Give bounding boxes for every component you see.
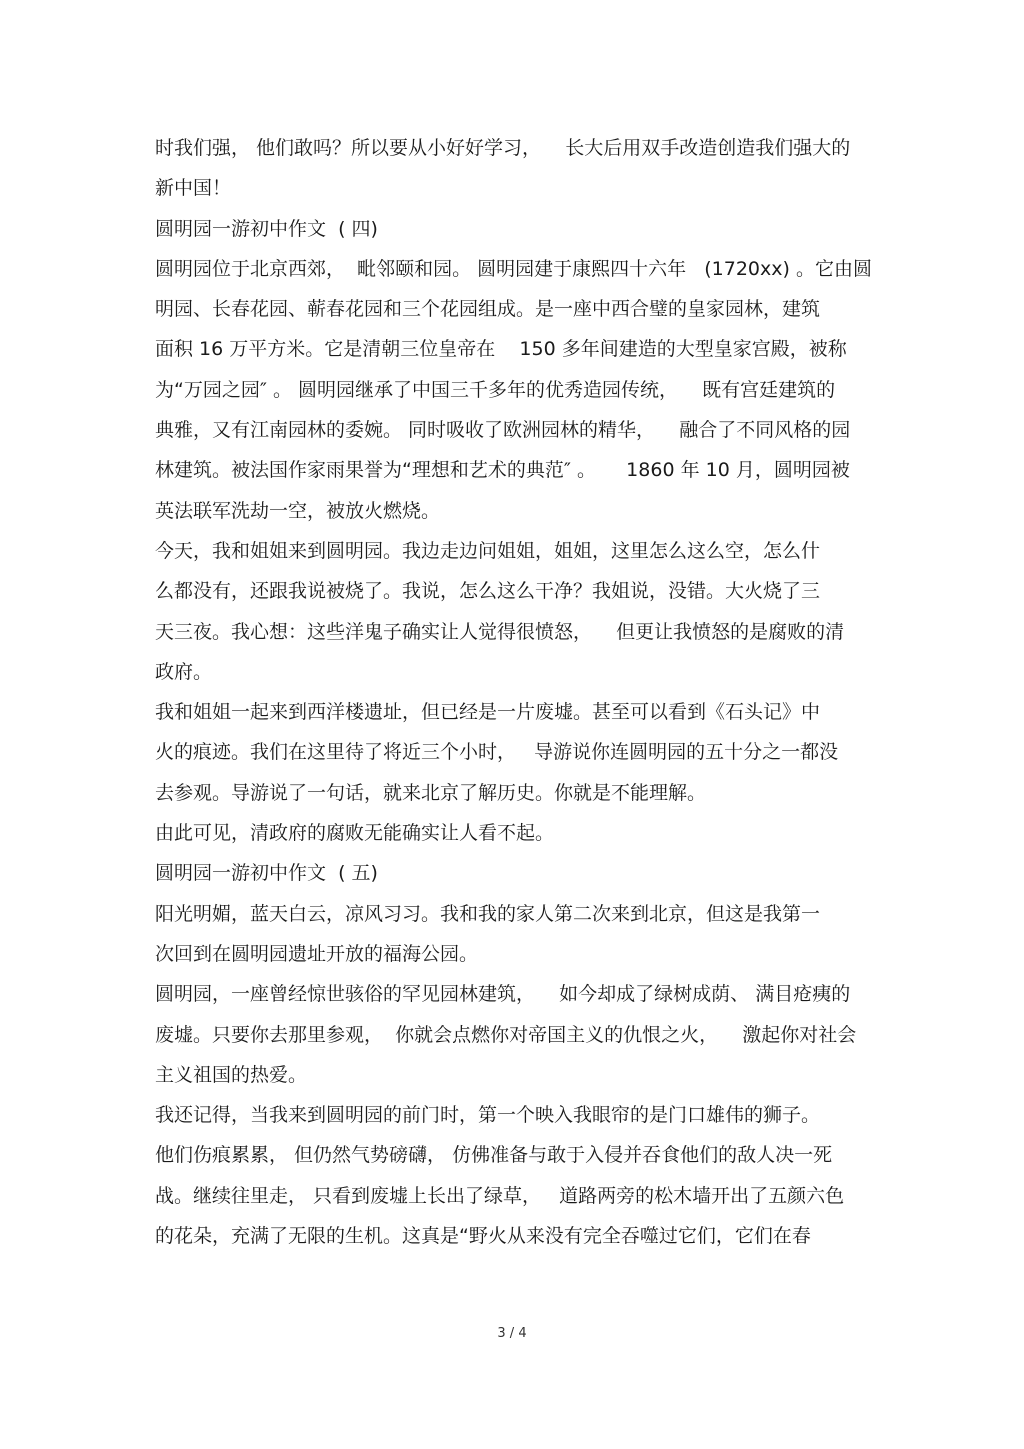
text-line: 林建筑。被法国作家雨果誉为“理想和艺术的典范″ 。 1860 年 10 月，圆明园被 [155, 459, 850, 482]
text-line: 他们伤痕累累， 但仍然气势磅礴， 仿佛准备与敢于入侵并吞食他们的敌人决一死 [155, 1144, 833, 1167]
text-line: 为“万园之园″ 。 圆明园继承了中国三千多年的优秀造园传统， 既有宫廷建筑的 [155, 378, 836, 401]
text-line: 我和姐姐一起来到西洋楼遗址，但已经是一片废墟。甚至可以看到《石头记》中 [155, 701, 821, 724]
text-line: 我还记得，当我来到圆明园的前门时，第一个映入我眼帘的是门口雄伟的狮子。 [155, 1104, 821, 1127]
text-line: 主义祖国的热爱。 [155, 1063, 308, 1086]
text-line: 天三夜。我心想：这些洋鬼子确实让人觉得很愤怒， 但更让我愤怒的是腐败的清 [155, 620, 845, 643]
body-text [155, 128, 875, 1256]
text-line: 么都没有，还跟我说被烧了。我说，怎么这么干净？我姐说，没错。大火烧了三 [155, 580, 821, 603]
text-line: 面积 16 万平方米。它是清朝三位皇帝在 150 多年间建造的大型皇家宫殿，被称 [155, 338, 847, 361]
text-line: 火的痕迹。我们在这里待了将近三个小时， 导游说你连圆明园的五十分之一都没 [155, 741, 839, 764]
text-line: 新中国！ [155, 177, 232, 200]
text-line: 次回到在圆明园遗址开放的福海公园。 [155, 942, 479, 965]
text-line: 时我们强， 他们敢吗？所以要从小好好学习， 长大后用双手改造创造我们强大的 [155, 137, 851, 159]
text-line: 圆明园一游初中作文 ( 五) [155, 862, 378, 885]
text-line: 阳光明媚，蓝天白云，凉风习习。我和我的家人第二次来到北京，但这是我第一 [155, 902, 821, 925]
text-line: 明园、长春花园、蕲春花园和三个花园组成。是一座中西合璧的皇家园林，建筑 [155, 298, 821, 321]
text-line: 典雅，又有江南园林的委婉。 同时吸收了欧洲园林的精华， 融合了不同风格的园 [155, 419, 851, 442]
text-line: 圆明园，一座曾经惊世骇俗的罕见园林建筑， 如今却成了绿树成荫、 满目疮痍的 [155, 983, 851, 1006]
text-line: 圆明园位于北京西郊， 毗邻颐和园。 圆明园建于康熙四十六年 (1720xx) 。它由圆 [155, 257, 872, 280]
text-line: 的花朵，充满了无限的生机。这真是“野火从来没有完全吞噬过它们，它们在春 [155, 1225, 811, 1248]
text-line: 战。继续往里走， 只看到废墟上长出了绿草， 道路两旁的松木墙开出了五颜六色 [155, 1184, 845, 1207]
text-line: 去参观。导游说了一句话，就来北京了解历史。你就是不能理解。 [155, 781, 707, 804]
text-line: 废墟。只要你去那里参观， 你就会点燃你对帝国主义的仇恨之火， 激起你对社会 [155, 1023, 857, 1046]
text-line: 圆明园一游初中作文 ( 四) [155, 217, 378, 240]
text-line: 政府。 [155, 660, 213, 683]
page-number: 3 / 4 [497, 1326, 527, 1341]
text-line: 今天，我和姐姐来到圆明园。我边走边问姐姐，姐姐，这里怎么这么空，怎么什 [155, 539, 821, 562]
text-line: 英法联军洗劫一空，被放火燃烧。 [155, 499, 441, 522]
text-line: 由此可见，清政府的腐败无能确实让人看不起。 [155, 822, 555, 845]
